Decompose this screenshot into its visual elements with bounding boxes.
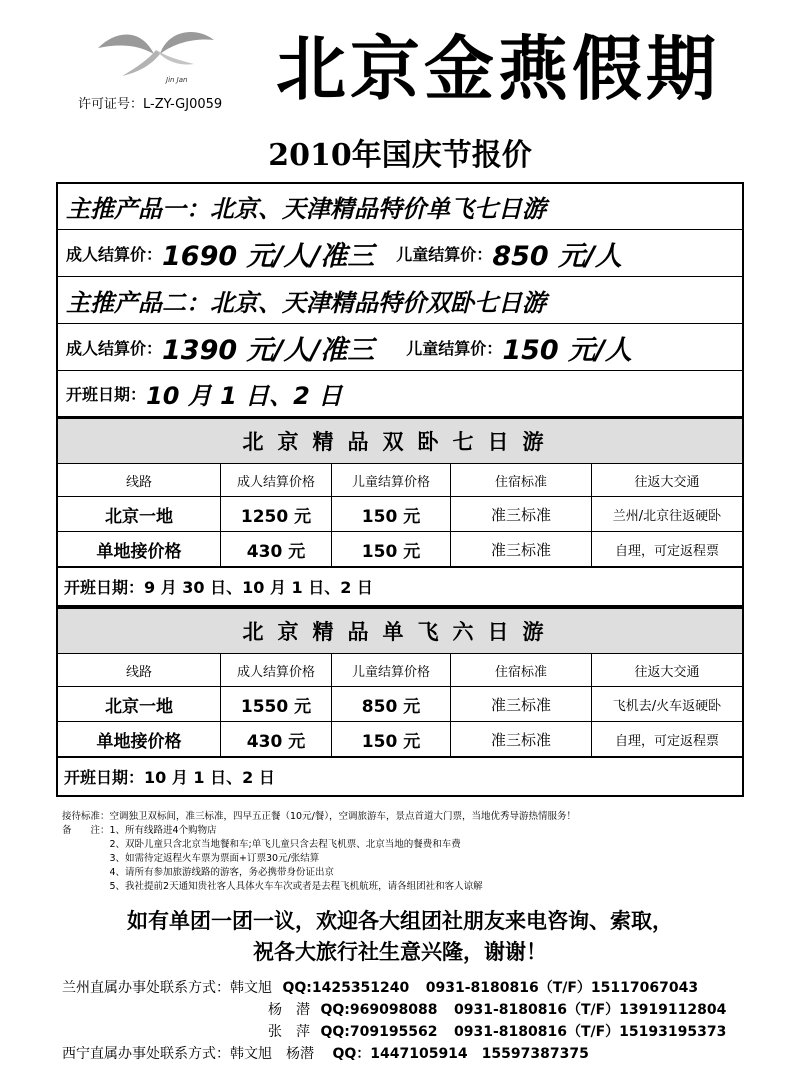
contact-line	[268, 1021, 726, 1043]
contact-phone: 0931-8180816（T/F）15193195373	[453, 1024, 727, 1040]
open-dates: 开班日期：10 月 1 日、2 日	[58, 757, 742, 795]
col-header: 往返大交通	[592, 654, 743, 687]
section-title: 北京精品双卧七日游	[58, 419, 742, 464]
contact-qq: QQ：1447105914 15597387375	[332, 1046, 589, 1062]
note-line: 3、如需待定返程火车票为票面+订票30元/张结算	[62, 853, 320, 864]
swallow-logo-icon	[96, 18, 216, 86]
contact-phone: 0931-8180816（T/F）15117067043	[425, 980, 699, 996]
price-table	[58, 654, 742, 757]
logo-text: Jin Jan	[166, 76, 188, 84]
lanzhou-office-label: 兰州直属办事处联系方式：	[62, 980, 230, 996]
route-cell: 北京一地	[58, 497, 221, 532]
open-dates: 10 月 1 日、2 日	[146, 382, 343, 410]
table-row	[58, 687, 742, 722]
col-header: 儿童结算价格	[332, 654, 451, 687]
xining-office-label: 西宁直属办事处联系方式：	[62, 1046, 230, 1062]
transport-cell: 兰州/北京往返硬卧	[592, 497, 743, 532]
note-line: 4、请所有参加旅游线路的游客，务必携带身份证出京	[62, 867, 335, 878]
section-double-sleeper	[56, 417, 744, 607]
contact-line	[62, 977, 698, 999]
open-dates: 开班日期：9 月 30 日、10 月 1 日、2 日	[58, 567, 742, 605]
contact-qq: QQ:709195562	[320, 1024, 438, 1040]
product-2-title: 主推产品二：北京、天津精品特价双卧七日游	[66, 288, 546, 317]
product-1-title: 主推产品一：北京、天津精品特价单飞七日游	[66, 195, 546, 223]
transport-cell: 自理，可定返程票	[592, 532, 743, 567]
section-single-flight	[56, 607, 744, 797]
product-2-price-row	[58, 324, 742, 371]
note-line: 备 注：1、所有线路进4个购物店	[62, 825, 217, 836]
contact-line	[268, 999, 726, 1021]
child-price-label: 儿童结算价：	[406, 338, 503, 358]
transport-cell: 飞机去/火车返硬卧	[592, 687, 743, 722]
col-header: 成人结算价格	[221, 654, 332, 687]
col-header: 住宿标准	[451, 464, 592, 497]
col-header: 往返大交通	[592, 464, 743, 497]
open-dates-row	[58, 371, 742, 416]
table-row	[58, 722, 742, 757]
contact-qq: QQ:1425351240	[282, 980, 410, 996]
table-header-row	[58, 654, 742, 687]
price-table	[58, 464, 742, 567]
note-line: 5、我社提前2天通知贵社客人具体火车车次或者是去程飞机航班，请各组团社和客人谅解	[62, 881, 483, 892]
adult-price-cell: 430 元	[221, 532, 332, 567]
notes	[62, 810, 762, 894]
contact-phone: 0931-8180816（T/F）13919112804	[453, 1002, 727, 1018]
col-header: 儿童结算价格	[332, 464, 451, 497]
note-line: 接待标准：空调独卫双标间，准三标准，四早五正餐（10元/餐），空调旅游车，景点首道大门票，当地优秀导游热情服务！	[62, 811, 577, 822]
col-header: 成人结算价格	[221, 464, 332, 497]
child-price-cell: 150 元	[332, 497, 451, 532]
route-cell: 北京一地	[58, 687, 221, 722]
child-price-cell: 850 元	[332, 687, 451, 722]
table-header-row	[58, 464, 742, 497]
transport-cell: 自理，可定返程票	[592, 722, 743, 757]
col-header: 线路	[58, 654, 221, 687]
hotel-cell: 准三标准	[451, 497, 592, 532]
product-1-row	[58, 184, 742, 230]
adult-price: 1390 元/人/准三	[162, 334, 375, 366]
route-cell: 单地接价格	[58, 532, 221, 567]
hotel-cell: 准三标准	[451, 687, 592, 722]
contact-name: 张 萍	[268, 1024, 310, 1040]
license-number: 许可证号：L-ZY-GJ0059	[78, 97, 223, 112]
adult-price-label: 成人结算价：	[66, 244, 163, 264]
product-2-row	[58, 277, 742, 324]
col-header: 线路	[58, 464, 221, 497]
contact-name: 韩文旭	[230, 980, 272, 996]
featured-products	[56, 182, 744, 418]
child-price-label: 儿童结算价：	[396, 244, 493, 264]
contact-line	[62, 1043, 589, 1065]
hotel-cell: 准三标准	[451, 532, 592, 567]
adult-price-label: 成人结算价：	[66, 338, 163, 358]
contact-name: 杨 潜	[268, 1002, 310, 1018]
contact-qq: QQ:969098088	[320, 1002, 438, 1018]
adult-price: 1690 元/人/准三	[162, 240, 375, 272]
slogan-line-2: 祝各大旅行社生意兴隆，谢谢！	[253, 939, 547, 964]
brand-name: 北京金燕假期	[276, 28, 720, 110]
adult-price-cell: 1250 元	[221, 497, 332, 532]
adult-price-cell: 430 元	[221, 722, 332, 757]
table-row	[58, 497, 742, 532]
route-cell: 单地接价格	[58, 722, 221, 757]
table-row	[58, 532, 742, 567]
company-logo	[96, 18, 216, 86]
section-title: 北京精品单飞六日游	[58, 609, 742, 654]
contact-names: 韩文旭 杨潜	[230, 1046, 314, 1062]
quote-title: 2010年国庆节报价	[268, 138, 532, 173]
open-dates-label: 开班日期：	[66, 385, 147, 404]
child-price: 850 元/人	[492, 240, 622, 272]
slogan-line-1: 如有单团一团一议，欢迎各大组团社朋友来电咨询、索取，	[127, 908, 673, 933]
child-price-cell: 150 元	[332, 532, 451, 567]
adult-price-cell: 1550 元	[221, 687, 332, 722]
child-price-cell: 150 元	[332, 722, 451, 757]
note-line: 2、双卧儿童只含北京当地餐和车;单飞儿童只含去程飞机票、北京当地的餐费和车费	[62, 839, 461, 850]
hotel-cell: 准三标准	[451, 722, 592, 757]
child-price: 150 元/人	[502, 334, 632, 366]
col-header: 住宿标准	[451, 654, 592, 687]
product-1-price-row	[58, 230, 742, 277]
